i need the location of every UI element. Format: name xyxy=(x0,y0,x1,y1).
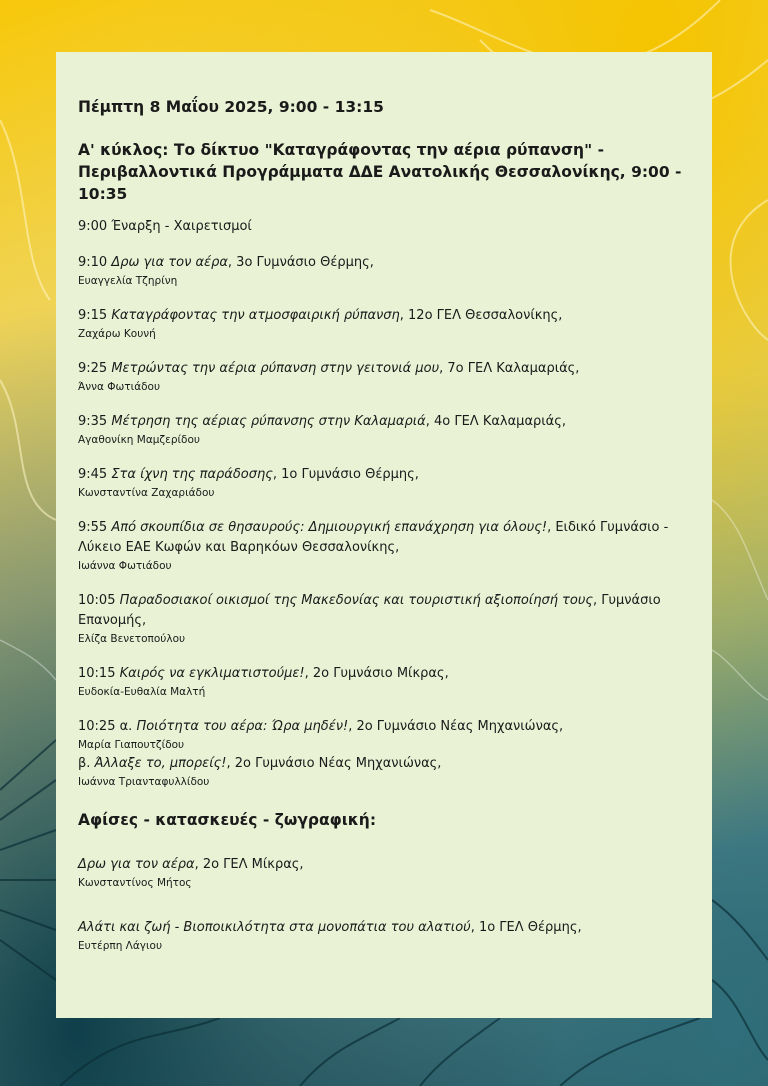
item-title: Στα ίχνη της παράδοσης xyxy=(111,467,273,482)
item-title: Δρω για τον αέρα xyxy=(78,857,195,872)
item-person: Ελίζα Βενετοπούλου xyxy=(78,633,186,645)
cycle-heading: Α' κύκλος: Το δίκτυο "Καταγράφοντας την αέρια ρύπανση" - Περιβαλλοντικά Προγράμματα ΔΔΕ Ανατολικής Θεσσαλονίκης, 9:00 - 10:35 xyxy=(78,141,682,203)
item-title: Δρω για τον αέρα xyxy=(111,255,228,270)
item-person: Άννα Φωτιάδου xyxy=(78,381,161,393)
event-date-heading: Πέμπτη 8 Μαΐου 2025, 9:00 - 13:15 xyxy=(78,98,384,116)
item-time: 10:25 xyxy=(78,719,116,734)
item-person: Αγαθονίκη Μαμζερίδου xyxy=(78,434,200,446)
item-time: 9:45 xyxy=(78,467,108,482)
item-text: Έναρξη - Χαιρετισμοί xyxy=(111,219,252,234)
item-person: Μαρία Γιαπουτζίδου xyxy=(78,739,185,751)
item-time: 9:10 xyxy=(78,255,108,270)
program-item xyxy=(78,664,690,701)
item-title: Καταγράφοντας την ατμοσφαιρική ρύπανση xyxy=(111,308,400,323)
poster-item xyxy=(78,918,690,955)
posters-heading: Αφίσες - κατασκευές - ζωγραφική: xyxy=(78,811,377,829)
item-school: , 4ο ΓΕΛ Καλαμαριάς, xyxy=(425,414,567,429)
item-time: 9:55 xyxy=(78,520,108,535)
item-time: 9:15 xyxy=(78,308,108,323)
program-item xyxy=(78,253,690,290)
item-time: 10:05 xyxy=(78,593,116,608)
item-time: 10:15 xyxy=(78,666,116,681)
item-person: Ευαγγελία Τζηρίνη xyxy=(78,275,178,287)
item-title: Από σκουπίδια σε θησαυρούς: Δημιουργική επανάχρηση για όλους! xyxy=(111,520,548,535)
item-person: Κωνσταντίνα Ζαχαριάδου xyxy=(78,487,215,499)
item-prefix-a: α. xyxy=(119,719,133,734)
item-time: 9:25 xyxy=(78,361,108,376)
item-title: Παραδοσιακοί οικισμοί της Μακεδονίας και τουριστική αξιοποίησή τους xyxy=(119,593,593,608)
item-person: Ζαχάρω Κουνή xyxy=(78,328,156,340)
item-school: , 2ο Γυμνάσιο Νέας Μηχανιώνας, xyxy=(348,719,564,734)
item-school: , 12ο ΓΕΛ Θεσσαλονίκης, xyxy=(399,308,563,323)
item-time: 9:00 xyxy=(78,219,108,234)
item-prefix-b: β. xyxy=(78,756,91,771)
item-person: Ευτέρπη Λάγιου xyxy=(78,940,163,952)
item-school: , 1ο Γυμνάσιο Θέρμης, xyxy=(272,467,419,482)
item-school: , 2ο Γυμνάσιο Νέας Μηχανιώνας, xyxy=(226,756,442,771)
item-title: Ποιότητα του αέρα: Ώρα μηδέν! xyxy=(136,719,349,734)
program-panel xyxy=(56,52,712,1018)
program-item xyxy=(78,306,690,343)
item-title: Μετρώντας την αέρια ρύπανση στην γειτονιά μου xyxy=(111,361,440,376)
item-title: Αλάτι και ζωή - Βιοποικιλότητα στα μονοπάτια του αλατιού xyxy=(78,920,471,935)
item-school: , Γυμνάσιο Επανομής, xyxy=(78,593,661,628)
item-person: Ευδοκία-Ευθαλία Μαλτή xyxy=(78,686,206,698)
program-item xyxy=(78,465,690,502)
program-item xyxy=(78,518,690,575)
item-school: , 3ο Γυμνάσιο Θέρμης, xyxy=(227,255,374,270)
item-school: , 2ο Γυμνάσιο Μίκρας, xyxy=(304,666,449,681)
item-title: Μέτρηση της αέριας ρύπανσης στην Καλαμαριά xyxy=(111,414,426,429)
program-item xyxy=(78,359,690,396)
item-person: Ιωάννα Τριανταφυλλίδου xyxy=(78,776,210,788)
program-item xyxy=(78,217,690,237)
item-title: Άλλαξε το, μπορείς! xyxy=(94,756,227,771)
program-item xyxy=(78,412,690,449)
item-person: Ιωάννα Φωτιάδου xyxy=(78,560,172,572)
program-item-1025 xyxy=(78,717,690,791)
item-person: Κωνσταντίνος Μήτος xyxy=(78,877,192,889)
item-title: Καιρός να εγκλιματιστούμε! xyxy=(119,666,305,681)
item-school: , 1ο ΓΕΛ Θέρμης, xyxy=(470,920,582,935)
program-item xyxy=(78,591,690,648)
item-time: 9:35 xyxy=(78,414,108,429)
item-school: , 7ο ΓΕΛ Καλαμαριάς, xyxy=(439,361,580,376)
item-school: , Ειδικό Γυμνάσιο - Λύκειο ΕΑΕ Κωφών και Βαρηκόων Θεσσαλονίκης, xyxy=(78,520,669,555)
poster-item xyxy=(78,855,690,892)
item-school: , 2ο ΓΕΛ Μίκρας, xyxy=(194,857,304,872)
